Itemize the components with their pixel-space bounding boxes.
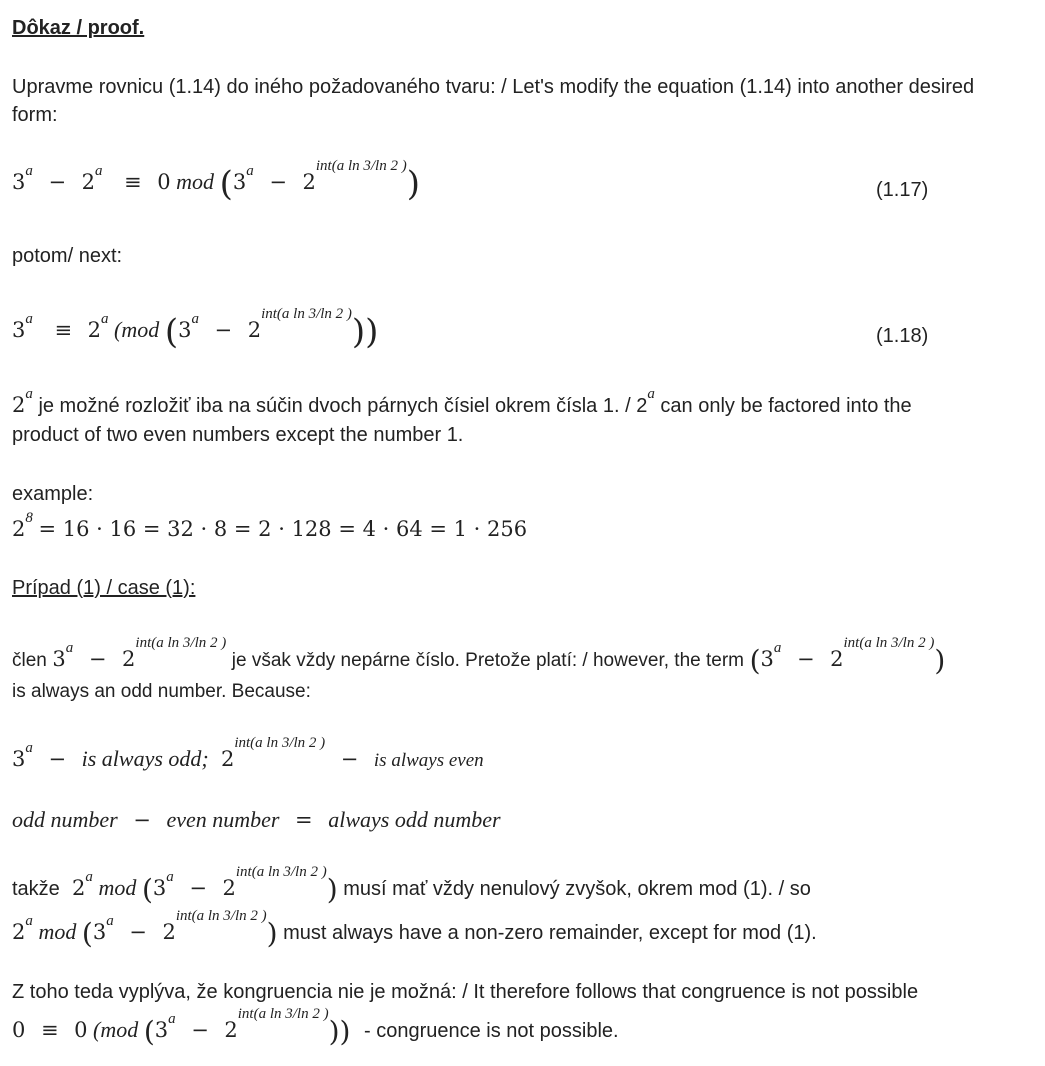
- factor-line-1: 2$^a$ je možné rozložiť iba na súčin dvoch párnych čísiel okrem čísla 1. / 2$^a$ can only be factored into the: [12, 385, 912, 417]
- clen-label: člen: [12, 650, 47, 671]
- conclusion-text: Z toho teda vyplýva, že kongruencia nie je možná: / It therefore follows that congruence is not possible: [12, 981, 919, 1003]
- equation-number-1-17: (1.17): [876, 179, 929, 201]
- case-line-1: člen $3^a - 2^{int(a ln 3/ln 2 )}$ je však vždy nepárne číslo. Pretože platí: / however, the term $(3^a - 2^{int(a ln 3/ln 2 )})$: [12, 635, 946, 677]
- so-text-end: must always have a non-zero remainder, except for mod (1).: [283, 922, 817, 944]
- case-text-mid: je však vždy nepárne číslo. Pretože platí: / however, the term: [231, 650, 744, 671]
- takze-label: takže: [12, 878, 60, 900]
- factor-text-a: je možné rozložiť iba na súčin dvoch párnych čísiel okrem čísla 1. / 2: [38, 395, 648, 417]
- always-odd-text: is always odd;: [81, 746, 209, 771]
- equation-1-17: 3$^a$ − 2$^a$ ≡ 0 mod $(3^a - 2^{int(a ln 3/ln 2 )})$: [12, 158, 420, 204]
- case-heading: Prípad (1) / case (1):: [12, 577, 196, 599]
- example-equation-text: = 16 · 16 = 32 · 8 = 2 · 128 = 4 · 64 = 1 · 256: [38, 517, 528, 541]
- parity-even: even number: [166, 807, 280, 832]
- takze-line: takže 2$^a$ mod $(3^a - 2^{int(a ln 3/ln 2 )})$ musí mať vždy nenulový zvyšok, okrem mod (1). / so: [12, 864, 811, 906]
- equation-number-1-18: (1.18): [876, 325, 929, 347]
- parity-equation: odd number − even number = always odd number: [12, 807, 501, 832]
- factor-text-b: can only be factored into the: [660, 395, 912, 417]
- parity-line: 3$^a$ − is always odd; $2^{int(a ln 3/ln 2 )}$ − is always even: [12, 735, 484, 771]
- takze-text-end: musí mať vždy nenulový zvyšok, okrem mod (1). / so: [343, 878, 811, 900]
- factor-line-2: product of two even numbers except the number 1.: [12, 424, 464, 446]
- example-label: example:: [12, 483, 94, 505]
- equation-1-18: 3$^a$ ≡ 2$^a$ (mod $(3^a - 2^{int(a ln 3/ln 2 )})$): [12, 306, 379, 352]
- always-even-text: is always even: [373, 750, 484, 771]
- next-label: potom/ next:: [12, 245, 123, 267]
- parity-result: always odd number: [328, 807, 501, 832]
- intro-paragraph: Upravme rovnicu (1.14) do iného požadovaného tvaru: / Let's modify the equation (1.14) into another desired form:: [12, 76, 975, 126]
- final-text: - congruence is not possible.: [364, 1020, 619, 1042]
- example-exponent: 8: [25, 509, 33, 526]
- case-line-2: is always an odd number. Because:: [12, 681, 311, 702]
- parity-odd: odd number: [12, 807, 118, 832]
- proof-heading: Dôkaz / proof.: [12, 17, 145, 39]
- example-equation: $2^8 = 16 \cdot 16 = 32 \cdot 8 = 2 \cdot 128 = 4 \cdot 64 = 1 \cdot 256$: [12, 509, 528, 541]
- final-equation: 0 ≡ 0 (mod $(3^a - 2^{int(a ln 3/ln 2 )})$) - congruence is not possible.: [12, 1006, 619, 1048]
- so-line: 2$^a$ mod $(3^a - 2^{int(a ln 3/ln 2 )})$ must always have a non-zero remainder, except for mod (1).: [12, 908, 817, 950]
